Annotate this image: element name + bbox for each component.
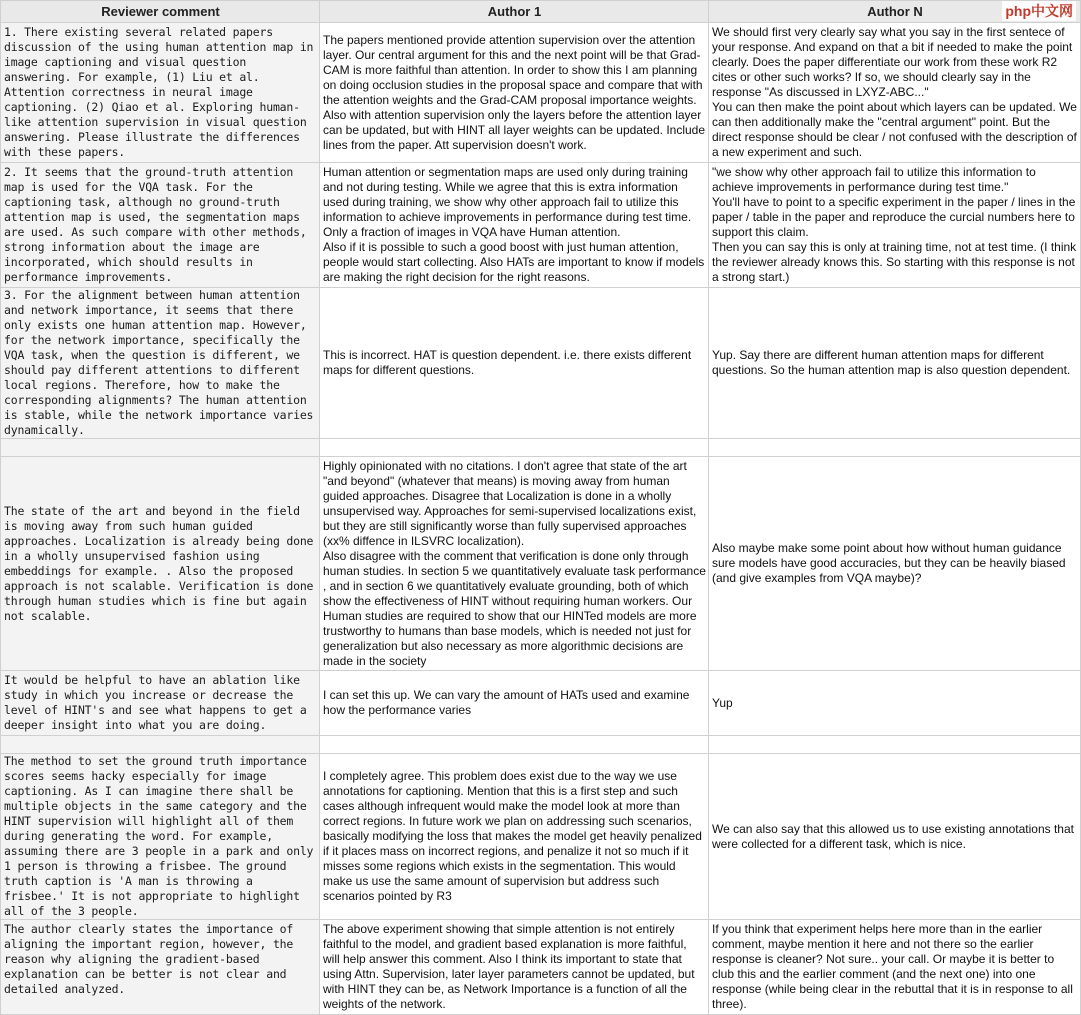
reviewer-comment-cell: It would be helpful to have an ablation like study in which you increase or decrease the level of HINT's and see what happens to get a deeper insight into what you are doing.: [1, 671, 320, 736]
reviewer-comment-cell: The state of the art and beyond in the field is moving away from such human guided approaches. Localization is already being done in a wholly unsupervised fashion using embeddings for example. . Also the proposed approach is not scalable. Verification is done through human studies which is fine but again not scalable.: [1, 457, 320, 671]
watermark-logo: [1002, 1, 1076, 21]
empty-cell: [1, 736, 320, 754]
watermark-text: php中文网: [1005, 3, 1073, 19]
author-1-cell: The above experiment showing that simple attention is not entirely faithful to the model, and gradient based explanation is more faithful, will help answer this comment. Also I think its important to state that using Attn. Supervision, later layer parameters cannot be updated, but with HINT they can be, as Network Importance is a function of all the weights of the network.: [320, 920, 709, 1015]
reviewer-comment-cell: 1. There existing several related papers discussion of the using human attention map in image captioning and visual question answering. For example, (1) Liu et al. Attention correctness in neural image captioning. (2) Qiao et al. Exploring human-like attention supervision in visual question answering. Please illustrate the differences with these papers.: [1, 23, 320, 163]
author-n-cell: Also maybe make some point about how without human guidance sure models have good accuracies, but they can be heavily biased (and give examples from VQA maybe)?: [709, 457, 1081, 671]
empty-cell: [709, 736, 1081, 754]
empty-cell: [709, 439, 1081, 457]
spacer-row: [1, 439, 1081, 457]
table-row: [1, 457, 1081, 671]
empty-cell: [320, 439, 709, 457]
table-row: [1, 288, 1081, 439]
author-n-cell: We can also say that this allowed us to use existing annotations that were collected for a different task, which is nice.: [709, 754, 1081, 920]
author-1-cell: I can set this up. We can vary the amount of HATs used and examine how the performance varies: [320, 671, 709, 736]
author-n-cell: If you think that experiment helps here more than in the earlier comment, maybe mention it here and not there so the earlier response is cleaner? Not sure.. your call. Or maybe it is better to club this and the earlier comment (and the next one) into one response (while being clear in the rebuttal that it is in response to all three).: [709, 920, 1081, 1015]
reviewer-comment-cell: 3. For the alignment between human attention and network importance, it seems that there only exists one human attention map. However, for the network importance, specifically the VQA task, when the question is different, we should pay different attentions to different local regions. Therefore, how to make the corresponding alignments? The human attention is stable, while the network importance varies dynamically.: [1, 288, 320, 439]
header-author-1: Author 1: [320, 1, 709, 23]
author-1-cell: The papers mentioned provide attention supervision over the attention layer. Our central argument for this and the next point will be that Grad-CAM is more faithful than attention. In order to show this I am planning on doing occlusion studies in the proposal space and compare that with the attention weights and the Grad-CAM proposal importance weights. Also with attention supervision only the layers before the attention layer can be updated, but with HINT all layer weights can be updated. Include lines from the paper. Att supervision doesn't work.: [320, 23, 709, 163]
header-reviewer-comment: Reviewer comment: [1, 1, 320, 23]
reviewer-comment-cell: The method to set the ground truth importance scores seems hacky especially for image captioning. As I can imagine there shall be multiple objects in the same category and the HINT supervision will highlight all of them during generating the word. For example, assuming there are 3 people in a park and only 1 person is throwing a frisbee. The ground truth caption is 'A man is throwing a frisbee.' It is not appropriate to highlight all of the 3 people.: [1, 754, 320, 920]
author-1-cell: Highly opinionated with no citations. I don't agree that state of the art "and beyond" (whatever that means) is moving away from human guided approaches. Disagree that Localization is done in a wholly unsupervised way. Approaches for semi-supervised localizations exist, but they are still significantly worse than fully supervised approaches (xx% diffence in ILSVRC localization). Also disagree with the comment that verification is done only through human studies. In section 5 we quantitatively evaluate task performance , and in section 6 we quantitatively evaluate grounding, both of which show the effectiveness of HINT without requiring human workers. Our Human studies are required to show that our HINTed models are more trustworthy to humans than base models, which is needed not just for generalization but also necessary as more algorithmic decisions are made in the society: [320, 457, 709, 671]
table-row: [1, 163, 1081, 288]
reviewer-comment-cell: The author clearly states the importance of aligning the important region, however, the reason why aligning the gradient-based explanation can be better is not clear and detailed analyzed.: [1, 920, 320, 1015]
reviewer-comment-cell: 2. It seems that the ground-truth attention map is used for the VQA task. For the captioning task, although no ground-truth attention map is used, the segmentation maps are used. As such compare with other methods, strong information about the image are incorporated, which should results in performance improvements.: [1, 163, 320, 288]
header-author-n: Author N: [709, 1, 1081, 23]
header-row: [1, 1, 1081, 23]
author-1-cell: I completely agree. This problem does exist due to the way we use annotations for captioning. Mention that this is a first step and such cases although infrequent would make the model look at more than correct regions. In future work we plan on addressing such scenarios, basically modifying the loss that makes the model get heavily penalized if it places mass on incorrect regions, and penalize it not so much if it misses some regions which exists in the segmentation. This would make us use the same amount of supervision but address such scenarios pointed by R3: [320, 754, 709, 920]
author-n-cell: We should first very clearly say what you say in the first sentece of your response. And expand on that a bit if needed to make the point clearly. Does the paper differentiate our work from these work R2 cites or other such works? If so, we should clearly say in the response "As discussed in LXYZ-ABC..." You can then make the point about which layers can be updated. We can then additionally make the "central argument" point. But the direct response should be clear / not confused with the description of a new experiment and such.: [709, 23, 1081, 163]
table-row: [1, 920, 1081, 1015]
table-row: [1, 671, 1081, 736]
empty-cell: [320, 736, 709, 754]
empty-cell: [1, 439, 320, 457]
author-n-cell: Yup: [709, 671, 1081, 736]
author-1-cell: Human attention or segmentation maps are used only during training and not during testing. While we agree that this is extra information used during training, we show why other approach fail to utilize this information to achieve improvements in performance during test time. Only a fraction of images in VQA have Human attention. Also if it is possible to such a good boost with just human attention, people would start collecting. Also HATs are important to know if models are making the right decision for the right reasons.: [320, 163, 709, 288]
author-n-cell: Yup. Say there are different human attention maps for different questions. So the human attention map is also question dependent.: [709, 288, 1081, 439]
table-row: [1, 754, 1081, 920]
author-1-cell: This is incorrect. HAT is question dependent. i.e. there exists different maps for different questions.: [320, 288, 709, 439]
author-n-cell: "we show why other approach fail to utilize this information to achieve improvements in performance during test time." You'll have to point to a specific experiment in the paper / lines in the paper / table in the paper and reproduce the curcial numbers here to support this claim. Then you can say this is only at training time, not at test time. (I think the reviewer already knows this. So starting with this response is not a strong start.): [709, 163, 1081, 288]
table-row: [1, 23, 1081, 163]
spacer-row: [1, 736, 1081, 754]
